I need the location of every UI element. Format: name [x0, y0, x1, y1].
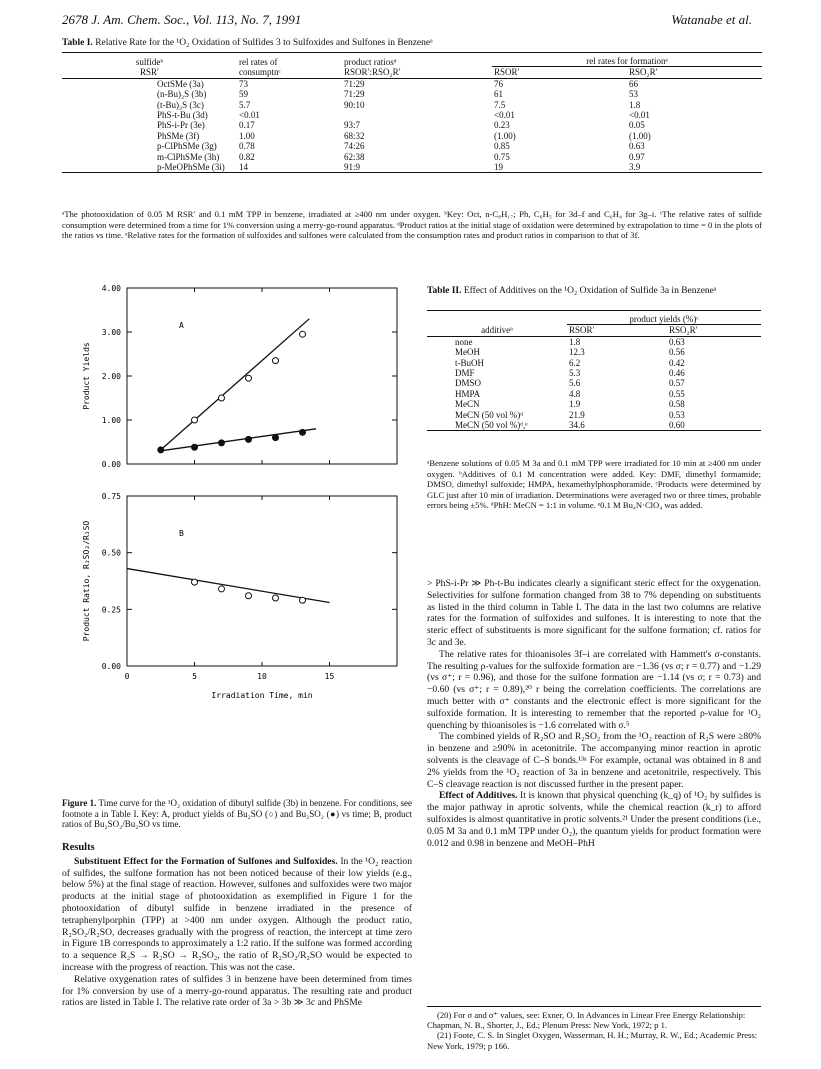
data-point	[219, 586, 225, 592]
data-point	[300, 331, 306, 337]
table-row	[62, 120, 762, 130]
table-cell: 12.3	[569, 347, 585, 358]
reference: (21) Foote, C. S. In Singlet Oxygen, Wasserman, H. H.; Murray, R. W., Ed.; Academic Press: New York, 1979; p 166.	[427, 1030, 758, 1051]
table-cell: 1.9	[569, 399, 581, 410]
data-point	[192, 579, 198, 585]
table-row	[427, 399, 761, 409]
table-cell: DMF	[455, 368, 475, 379]
table-cell: OctSMe (3a)	[157, 78, 204, 89]
table-cell: 59	[239, 89, 248, 100]
x-tick-label: 10	[257, 672, 267, 681]
table-cell: 0.55	[669, 388, 685, 399]
table-cell: PhS-t-Bu (3d)	[157, 110, 208, 121]
table-cell: 0.60	[669, 420, 685, 431]
plot-frame	[127, 496, 397, 666]
data-point	[246, 593, 252, 599]
table-row	[62, 152, 762, 162]
x-tick-label: 0	[124, 672, 130, 681]
table-row	[427, 410, 761, 420]
panel-a	[82, 284, 397, 469]
table-cell: (1.00)	[494, 130, 516, 141]
y-tick-label: 2.00	[101, 372, 121, 381]
y-tick-label: 0.50	[101, 548, 121, 558]
y-tick-label: 0.00	[101, 662, 121, 671]
table-cell: 5.6	[569, 378, 581, 389]
paragraph: Effect of Additives. It is known that physical quenching (k_q) of ¹O₂ by sulfides is the major pathway in aprotic solvents, while the chemical reaction (k_r) to afford sulfoxides is almost quantitative in protic solvents.²¹ Under the present conditions (i.e., 0.05 M 3a and 0.1 mM TPP under O₂), the quantum yields for product formation were 0.012 and 0.98 in benzene and MeOH–PhH	[427, 790, 761, 849]
table-cell: MeCN (50 vol %)ᵈ,ᵉ	[455, 420, 528, 431]
table-cell: <0.01	[239, 110, 260, 121]
table-cell: 0.63	[629, 141, 645, 152]
paragraph: Substituent Effect for the Formation of Sulfones and Sulfoxides. In the ¹O₂ reaction of sulfides, the sulfone formation has not been noticed because of their low yields (e.g., below 5%) at the final stage of reaction. However, sulfones and sulfoxides were two major products at the initial stage of photooxidation as exemplified in Figure 1 for the photooxidation of dibutyl sulfide in benzene irradiated in the presence of tetraphenylporphin (TPP) at >400 nm under oxygen. Although the product ratio, R₂SO₂/R₂SO, decreases gradually with the progress of reaction, the intercept at time zero in Figure 1B corresponds to approximately a 1:2 ratio. If the sulfone was formed according to a sequence R₂S → R₂SO → R₂SO₂, the ratio of R₂SO₂/R₂SO would be expected to increase with the progress of reaction. This was not the case.	[62, 855, 412, 973]
table-cell: 4.8	[569, 388, 581, 399]
table-cell: 0.78	[239, 141, 255, 152]
y-tick-label: 4.00	[101, 284, 121, 293]
table-cell: 21.9	[569, 409, 585, 420]
table-row	[427, 358, 761, 368]
table-cell: DMSO	[455, 378, 482, 389]
table-cell: (1.00)	[629, 130, 651, 141]
table-row	[62, 100, 762, 110]
table-cell: PhSMe (3f)	[157, 130, 200, 141]
table-row	[427, 347, 761, 357]
table-row	[62, 131, 762, 141]
table-cell: HMPA	[455, 388, 481, 399]
table-cell: 53	[629, 89, 638, 100]
table-cell: 0.17	[239, 120, 255, 131]
table2-footnote: ᵃBenzene solutions of 0.05 M 3a and 0.1 mM TPP were irradiated for 10 min at ≥400 nm under oxygen. ᵇAdditives of 0.1 M concentration were added. Key: DMF, dimethyl formamide; DMSO, dimethyl sulfoxide; HMPA, hexamethylphosphoramide. ᶜProducts were determined by GLC just after 10 min of irradiation. Determinations were averaged two or three times, probable errors being ±5%. ᵈPhH: MeCN = 1:1 in volume. ᵉ0.1 M Bu₄N·ClO₄ was added.	[427, 458, 761, 511]
table-row	[62, 141, 762, 151]
figure1-caption: Figure 1. Time curve for the ¹O₂ oxidation of dibutyl sulfide (3b) in benzene. For conditions, see footnote a in Table I. Key: A, product yields of Bu₂SO (○) and Bu₂SO₂ (●) vs time; B, product ratios of Bu₂SO₂/Bu₂SO vs time.	[62, 798, 412, 830]
data-point	[219, 440, 225, 446]
table-cell: 0.82	[239, 151, 255, 162]
table-cell: 66	[629, 78, 638, 89]
y-tick-label: 3.00	[101, 328, 121, 337]
table-cell	[342, 110, 492, 120]
table-cell: 73	[239, 78, 248, 89]
author-running-head: Watanabe et al.	[671, 12, 752, 27]
table-cell: 0.85	[494, 141, 510, 152]
fit-line	[161, 429, 316, 451]
y-tick-label: 1.00	[101, 416, 121, 425]
table-cell: 0.23	[494, 120, 510, 131]
table-cell: 62:38	[344, 151, 365, 162]
data-point	[273, 358, 279, 364]
table-cell: 3.9	[629, 162, 641, 173]
table-row	[62, 89, 762, 99]
paragraph: > PhS-i-Pr ≫ Ph-t-Bu indicates clearly a significant steric effect for the oxygenation. Selectivities for sulfone formation changed from 38 to 7% depending on substituents as listed in the third column in Table I. The data in the last two columns are relative rates for the formation of sulfoxides and sulfones. It is interesting to note that the steric effect of substituents is more significant for the sulfone formation; cf. ratios for 3c and 3e.	[427, 578, 761, 648]
panel-label: B	[179, 529, 184, 538]
table2-body	[427, 336, 761, 431]
table-cell: 0.75	[494, 151, 510, 162]
figure1-chart	[62, 282, 412, 794]
table-cell: 14	[239, 162, 248, 173]
table-cell: 91:9	[344, 162, 361, 173]
table-cell: 71:29	[344, 89, 365, 100]
table-cell: 1.8	[629, 99, 641, 110]
fit-line	[161, 319, 310, 450]
table-row	[62, 110, 762, 120]
table-cell: 0.05	[629, 120, 645, 131]
references	[427, 1006, 761, 1051]
paragraph: The relative rates for thioanisoles 3f–i are correlated with Hammett's σ-constants. The resulting ρ-values for the sulfoxide formation are −1.36 (vs σ; r = 0.77) and −1.29 (vs σ⁺; r = 0.96), and those for the sulfone formation are −1.14 (vs σ; r = 0.73) and −0.60 (vs σ⁺; r = 0.89),²⁰ r being the correlation coefficients. The correlations are much better with σ⁺ constants and the electronic effect is more significant for the sulfoxide formation. It is interesting to remember that the reported ρ-value for ¹O₂ quenching by thioanisoles is −1.6 correlated with σ.⁵	[427, 648, 761, 731]
table-cell: 5.7	[239, 99, 251, 110]
table-row	[427, 389, 761, 399]
data-point	[192, 417, 198, 423]
y-axis-label: Product Yields	[82, 342, 91, 410]
journal-citation: 2678 J. Am. Chem. Soc., Vol. 113, No. 7, 1991	[62, 12, 302, 27]
fit-line	[127, 569, 330, 603]
data-point	[192, 444, 198, 450]
table1-footnote: ᵃThe photooxidation of 0.05 M RSR′ and 0.1 mM TPP in benzene, irradiated at ≥400 nm under oxygen. ᵇKey: Oct, n-C₈H₁₇; Ph, C₆H₅ for 3d–f and C₆H₄ for 3g–i. ᶜThe relative rates of sulfide consumption were determined from a time for 1% conversion using a merry-go-round apparatus. ᵈProduct ratios at the initial stage of oxidation were determined by extrapolation to time = 0 in the plots of the ratios vs time. ᵉRelative rates for the formation of sulfoxides and sulfones were calculated from the consumption rates and product ratios in comparison to that of 3f.	[62, 209, 762, 241]
table2-caption: Table II. Effect of Additives on the ¹O₂ Oxidation of Sulfide 3a in Benzeneᵃ	[427, 286, 717, 296]
table-cell: p-ClPhSMe (3g)	[157, 141, 217, 152]
table-cell: 71:29	[344, 78, 365, 89]
table-row	[427, 420, 761, 431]
table-cell: 1.8	[569, 336, 581, 347]
data-point	[246, 375, 252, 381]
table-cell: PhS-i-Pr (3e)	[157, 120, 205, 131]
table-cell: 0.53	[669, 409, 685, 420]
panel-label: A	[179, 321, 184, 330]
table-row	[427, 378, 761, 388]
table-cell: MeCN	[455, 399, 480, 410]
table-cell: 19	[494, 162, 503, 173]
table-row	[427, 368, 761, 378]
right-column-text	[427, 578, 761, 849]
table-cell: 0.97	[629, 151, 645, 162]
x-axis-label: Irradiation Time, min	[211, 691, 313, 700]
table-cell: MeCN (50 vol %)ᵈ	[455, 409, 524, 420]
table-row	[62, 162, 762, 173]
table-cell: 74:26	[344, 141, 365, 152]
table-row	[427, 336, 761, 347]
left-column-text	[62, 842, 412, 1009]
data-point	[273, 595, 279, 601]
y-axis-label: Product Ratio, R₂SO₂/R₂SO	[82, 520, 91, 642]
table-cell: 0.56	[669, 347, 685, 358]
table-cell: <0.01	[629, 110, 650, 121]
table-cell: 0.63	[669, 336, 685, 347]
paragraph: Relative oxygenation rates of sulfides 3 in benzene have been determined from times for 1% conversion by use of a merry-go-round apparatus. The resulting rate and product ratios are listed in Table I. The relative rate order of 3a > 3b ≫ 3c and PhSMe	[62, 973, 412, 1009]
panel-b	[82, 492, 397, 700]
table-cell: 93:7	[344, 120, 361, 131]
y-tick-label: 0.25	[101, 605, 121, 615]
table-cell: 5.3	[569, 368, 581, 379]
table-cell: 34.6	[569, 420, 585, 431]
table-cell: 0.42	[669, 357, 685, 368]
y-tick-label: 0.75	[101, 492, 121, 501]
table-cell: 76	[494, 78, 503, 89]
data-point	[158, 447, 164, 453]
data-point	[246, 436, 252, 442]
y-tick-label: 0.00	[101, 460, 121, 469]
table-cell: 68:32	[344, 130, 365, 141]
table-cell: (t-Bu)₂S (3c)	[157, 99, 204, 110]
data-point	[219, 395, 225, 401]
data-point	[300, 597, 306, 603]
table-cell: none	[455, 336, 473, 347]
results-heading: Results	[62, 842, 95, 853]
data-point	[300, 429, 306, 435]
table-cell: 0.46	[669, 368, 685, 379]
reference: (20) For σ and σ⁺ values, see: Exner, O. In Advances in Linear Free Energy Relationship: Chapman, N. B., Shorter, J., Ed.; Plenum Press: New York, 1972; p 1.	[427, 1010, 746, 1031]
table-cell: 61	[494, 89, 503, 100]
table-cell: 6.2	[569, 357, 581, 368]
table1: sulfideᵇ rel rates of product ratiosᵈ rel rates for formationᵉ RSR′ consumptnᶜ RSOR′:RSO₂R′ RSOR′ RSO₂R′ OctSMe (3a) 73 71:29 76 66 (n-Bu)₂S (3b) 59 71:29 61 53 (t-Bu)₂S (3c) 5.7 90:10 7.5 1.8 PhS-t-Bu (3d) <0.01 <0.01 <0.01 PhS-i-Pr (3e) 0.17 93:7 0.23 0.05 PhSMe (3f) 1.00 68:32 (1.00) (1.00) p-ClPhSMe (3g) 0.78 74:26 0.85 0.63 m-ClPhSMe (3h) 0.82 62:38 0.75 0.97 p-MeOPhSMe (3i) 14 91:9 19 3.9	[62, 52, 762, 173]
table-row	[62, 78, 762, 89]
table-cell: <0.01	[494, 110, 515, 121]
table-cell: MeOH	[455, 347, 480, 358]
data-point	[273, 435, 279, 441]
x-tick-label: 5	[192, 672, 197, 681]
paragraph: The combined yields of R₂SO and R₂SO₂ from the ¹O₂ reaction of R₂S were ≥80% in benzene and ≥90% in acetonitrile. The accompanying minor reaction in aprotic solvents is the cleavage of C–S bonds.¹³ᵃ For example, octanal was obtained in 8 and 2% yields from the ¹O₂ reaction of 3a in benzene and acetonitrile, respectively. This C–S cleavage reaction is not discussed further in the present paper.	[427, 731, 761, 790]
table-cell: 0.58	[669, 399, 685, 410]
table-cell: 0.57	[669, 378, 685, 389]
plot-frame	[127, 288, 397, 464]
x-tick-label: 15	[324, 672, 335, 681]
table-cell: 7.5	[494, 99, 506, 110]
table1-caption: Table I. Relative Rate for the ¹O₂ Oxidation of Sulfides 3 to Sulfoxides and Sulfones in Benzeneᵃ	[62, 38, 433, 48]
table2: product yields (%)ᶜ additiveᵇ RSOR′ RSO₂R′ none 1.8 0.63 MeOH 12.3 0.56 t-BuOH 6.2 0.42 DMF 5.3 0.46 DMSO 5.6 0.57 HMPA 4.8 0.55 MeCN 1.9 0.58 MeCN (50 vol %)ᵈ 21.9 0.53 MeCN (50 vol %)ᵈ,ᵉ 34.6 0.60	[427, 310, 761, 431]
table-cell: t-BuOH	[455, 357, 484, 368]
table-cell: 1.00	[239, 130, 255, 141]
table-cell: m-ClPhSMe (3h)	[157, 151, 220, 162]
table1-body	[62, 78, 762, 173]
table-cell: p-MeOPhSMe (3i)	[157, 162, 225, 173]
table-cell: (n-Bu)₂S (3b)	[157, 89, 207, 100]
table-cell: 90:10	[344, 99, 365, 110]
